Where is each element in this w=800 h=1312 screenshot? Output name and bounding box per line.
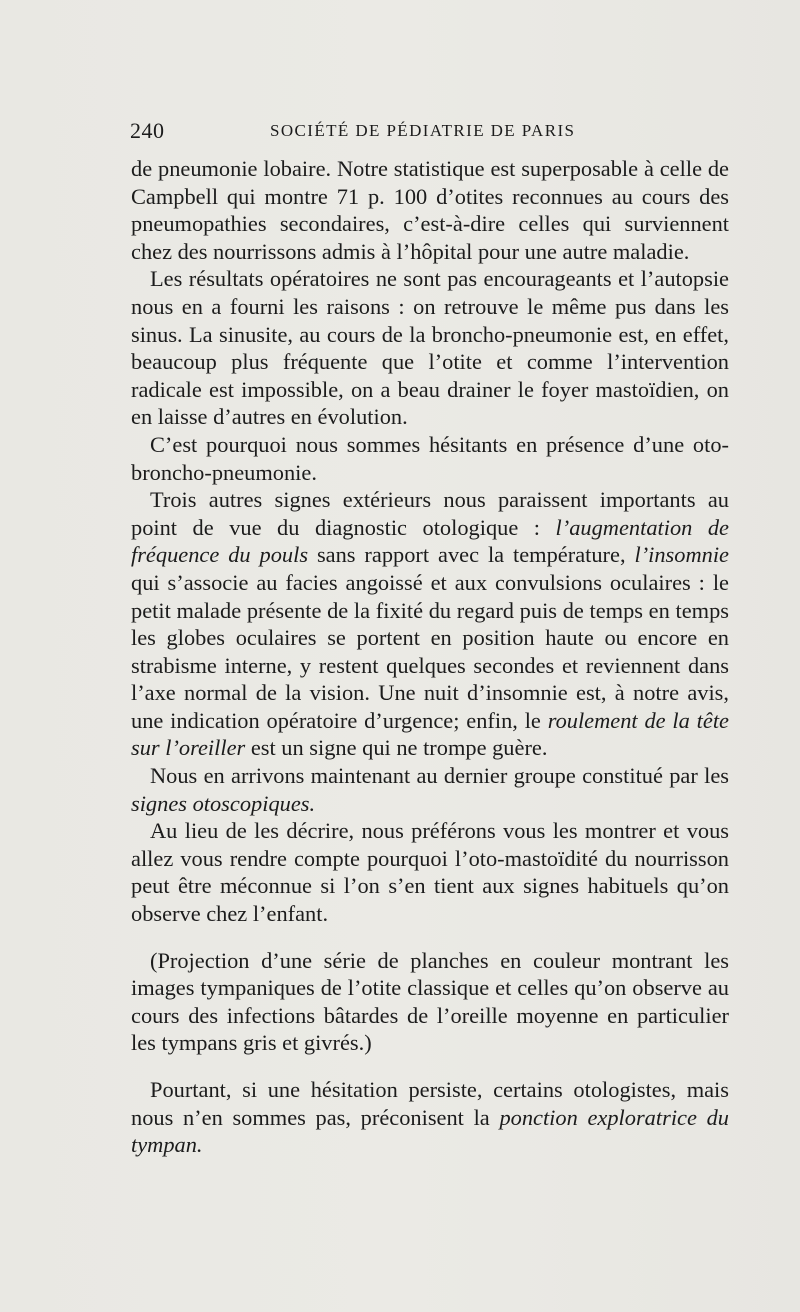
paragraph-projection-note (131, 947, 729, 1057)
paragraph (131, 431, 729, 486)
text-segment: qui s’associe au facies angoissé et aux convulsions oculaires : le petit malade présente de la fixité du regard puis de temps en temps les globes oculaires se portent en position haute ou encore en strabisme interne, y restent quelques secondes et reviennent dans l’axe normal de la vision. Une nuit d’insomnie est, à notre avis, une indication opératoire d’urgence; enfin, le (131, 569, 729, 733)
page-header (130, 116, 730, 146)
paragraph (131, 762, 729, 817)
text-segment: sans rapport avec la température, (308, 542, 635, 568)
paragraph-continuation (131, 155, 729, 265)
paragraph (131, 486, 729, 762)
running-head: SOCIÉTÉ DE PÉDIATRIE DE PARIS (270, 121, 576, 140)
text-segment: Trois autres signes extérieurs nous paraissent importants au point de vue du diagnostic otologique : (131, 487, 729, 540)
italic-term: l’augmentation de fréquence du pouls (131, 514, 729, 568)
italic-term: signes otoscopiques. (131, 790, 316, 816)
text-segment: Pourtant, si une hésitation persiste, certains otologistes, mais nous n’en sommes pas, préconisent la (131, 1077, 729, 1130)
text-segment: Nous en arrivons maintenant au dernier groupe constitué par les (150, 763, 729, 789)
italic-term: ponction exploratrice du tympan. (131, 1104, 729, 1158)
italic-term: l’insomnie (634, 542, 729, 568)
italic-term: roulement de la tête sur l’oreiller (131, 707, 729, 761)
page-number: 240 (130, 118, 165, 143)
text-segment: est un signe qui ne trompe guère. (245, 735, 548, 761)
paragraph (131, 265, 729, 431)
text-segment: (Projection d’une série de planches en couleur montrant les images tympaniques de l’otite classique et celles qu’on observe au cours des infections bâtardes de l’oreille moyenne en particulier les tympans gris et givrés.) (131, 947, 729, 1056)
text-segment: C’est pourquoi nous sommes hésitants en présence d’une oto-broncho-pneumonie. (131, 431, 729, 485)
text-segment: Au lieu de les décrire, nous préférons vous les montrer et vous allez vous rendre compte pourquoi l’oto-mastoïdité du nourrisson peut être méconnue si l’on s’en tient aux signes habituels qu’on observe chez l’enfant. (131, 818, 729, 927)
text-segment: Les résultats opératoires ne sont pas encourageants et l’autopsie nous en a fourni les raisons : on retrouve le même pus dans les sinus. La sinusite, au cours de la broncho-pneumonie est, en effet, beaucoup plus fréquente que l’otite et comme l’intervention radicale est impossible, on a beau drainer le foyer mastoïdien, on en laisse d’autres en évolution. (131, 266, 729, 430)
body-text (131, 155, 729, 1159)
paragraph (131, 1076, 729, 1159)
paragraph (131, 817, 729, 927)
text-segment: de pneumonie lobaire. Notre statistique est superposable à celle de Campbell qui montre 71 p. 100 d’otites reconnues au cours des pneumopathies secondaires, c’est-à-dire celles qui surviennent chez des nourrissons admis à l’hôpital pour une autre maladie. (131, 156, 729, 264)
